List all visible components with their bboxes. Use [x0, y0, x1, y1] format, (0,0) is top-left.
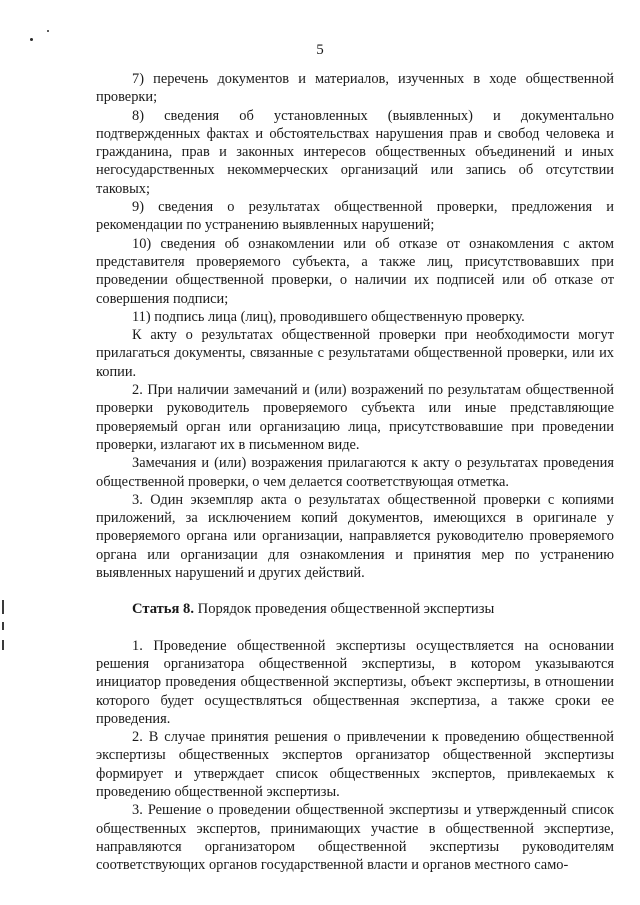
paragraph: К акту о результатах общественной проверки при необходимости могут прилагаться документы, связанные с результатами общественной проверки, или их копии. — [96, 327, 614, 380]
paragraph: Замечания и (или) возражения прилагаются к акту о результатах проведения общественной проверки, о чем делается соответствующая отметка. — [96, 455, 614, 490]
article-number: Статья 8. — [132, 601, 194, 618]
paragraph: 3. Решение о проведении общественной экспертизы и утвержденный список общественных экспертов, принимающих участие в общественной экспертизе, направляются организатором общественной экспертизы руководителям соответствующих органов государственной власти и органов местного само- — [96, 802, 614, 874]
paragraph: 2. В случае принятия решения о привлечении к проведению общественной экспертизы общественных экспертов организатор общественной экспертизы формирует и утверждает список общественных экспертов, привлекаемых к проведению общественной экспертизы. — [96, 729, 614, 800]
scan-edge-mark — [2, 600, 4, 614]
scan-edge-mark — [2, 640, 4, 650]
page-number: 5 — [316, 42, 324, 58]
list-bottom — [96, 637, 614, 875]
paragraph: 1. Проведение общественной экспертизы осуществляется на основании решения организатора общественной экспертизы, в котором указываются инициатор проведения общественной экспертизы, объект экспертизы, в отношении которого будет осуществляться общественная экспертиза, а также сроки ее проведения. — [96, 637, 614, 727]
paragraph: 11) подпись лица (лиц), проводившего общественную проверку. — [132, 308, 525, 325]
paragraph: 9) сведения о результатах общественной проверки, предложения и рекомендации по устранению выявленных нарушений; — [96, 199, 614, 234]
paragraph: 3. Один экземпляр акта о результатах общественной проверки с копиями приложений, за исключением копий документов, имеющихся в оригинале у проверяемого органа или организации, направляется руководителю проверяемого органа или организации для ознакомления и принятия мер по устранению выявленных нарушений и других действий. — [96, 491, 614, 582]
scan-speck — [30, 38, 33, 41]
paragraph: 7) перечень документов и материалов, изученных в ходе общественной проверки; — [96, 71, 614, 106]
paragraph: 2. При наличии замечаний и (или) возражений по результатам общественной проверки руководитель проверяемого субъекта или иные представляющие проверяемый орган или организацию лица, присутствовавшие при проведении проверки, излагают их в письменном виде. — [96, 382, 614, 453]
document-body — [96, 70, 614, 874]
scan-edge-mark — [2, 622, 4, 630]
scan-speck — [47, 30, 49, 32]
paragraph: 10) сведения об ознакомлении или об отказе от ознакомления с актом представителя проверяемого субъекта, а также лиц, присутствовавших при проведении общественной проверки, о наличии их подписей или об отказе от совершения подписи; — [96, 235, 614, 307]
article-title: Порядок проведения общественной экспертизы — [197, 601, 495, 618]
article-heading — [96, 582, 614, 636]
list-top — [96, 70, 614, 582]
paragraph: 8) сведения об установленных (выявленных) и документально подтвержденных фактах и обстоятельствах нарушения прав и свобод человека и гражданина, прав и законных интересов общественных объединений и иных негосударственных некоммерческих организаций или запись об отсутствии таковых; — [96, 107, 614, 197]
